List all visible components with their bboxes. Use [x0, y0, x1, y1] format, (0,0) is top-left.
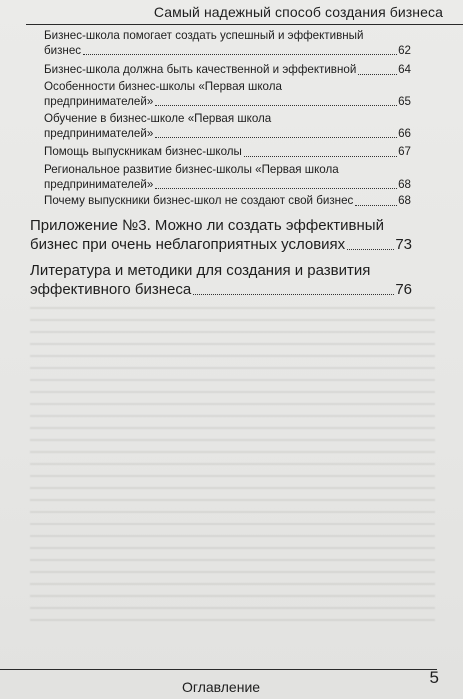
toc-entry-text: Бизнес-школа помогает создать успешный и эффективный — [44, 29, 364, 42]
toc-sub-entry[interactable] — [44, 145, 411, 160]
toc-sub-entry[interactable] — [44, 163, 411, 192]
toc-entry-text: бизнес при очень неблагоприятных условиях — [30, 236, 346, 253]
toc-page-number: 76 — [395, 281, 412, 298]
toc-entry-text: предпринимателей» — [44, 177, 154, 191]
running-header — [0, 0, 463, 26]
toc-sub-entry[interactable] — [44, 194, 411, 209]
toc-main-entry[interactable] — [30, 216, 412, 254]
toc-entry-text: Обучение в бизнес-школе «Первая школа — [44, 112, 272, 125]
toc-page-number: 68 — [398, 177, 411, 191]
page-number: 5 — [429, 668, 439, 687]
leader-dots — [155, 136, 397, 138]
leader-dots — [355, 204, 397, 206]
leader-dots — [347, 248, 394, 250]
toc-page-number: 64 — [398, 63, 411, 76]
toc-sub-entry[interactable] — [44, 112, 411, 141]
toc-entry-text: Литература и методики для создания и развития — [30, 262, 371, 279]
toc-page-number: 67 — [398, 145, 411, 158]
toc-page-number: 66 — [398, 126, 411, 140]
footer-rule — [0, 669, 437, 670]
toc-sub-entry[interactable] — [44, 63, 411, 78]
leader-dots — [193, 293, 394, 295]
toc-entry-text: Приложение №3. Можно ли создать эффективный — [30, 217, 384, 234]
toc-sub-entry[interactable] — [44, 80, 411, 109]
toc-main-entry[interactable] — [30, 261, 412, 299]
leader-dots — [155, 187, 397, 189]
toc-entry-text: Региональное развитие бизнес-школы «Первая школа — [44, 163, 339, 176]
toc-page-number: 68 — [398, 194, 411, 207]
toc-sub-entry[interactable] — [44, 29, 411, 58]
toc-page-number: 73 — [395, 236, 412, 253]
header-title: Самый надежный способ создания бизнеса — [153, 4, 443, 20]
leader-dots — [244, 155, 397, 157]
toc-page-number: 62 — [398, 43, 411, 57]
footer-section-label: Оглавление — [182, 679, 261, 695]
toc-entry-text: эффективного бизнеса — [30, 281, 192, 298]
toc-entry-text: Помощь выпускникам бизнес-школы — [44, 145, 242, 158]
leader-dots — [83, 53, 397, 55]
toc-entry-text: предпринимателей» — [44, 126, 154, 140]
toc-entry-text: бизнес — [44, 43, 82, 57]
toc-entry-text: Почему выпускники бизнес-школ не создают свой бизнес — [44, 194, 354, 207]
bleed-through-texture — [30, 300, 435, 630]
leader-dots — [358, 73, 397, 75]
toc-entry-text: Особенности бизнес-школы «Первая школа — [44, 80, 282, 93]
toc-page-number: 65 — [398, 94, 411, 108]
toc-entry-text: предпринимателей» — [44, 94, 154, 108]
leader-dots — [155, 104, 397, 106]
toc-entry-text: Бизнес-школа должна быть качественной и эффективной — [44, 63, 357, 76]
header-rule — [26, 24, 463, 25]
